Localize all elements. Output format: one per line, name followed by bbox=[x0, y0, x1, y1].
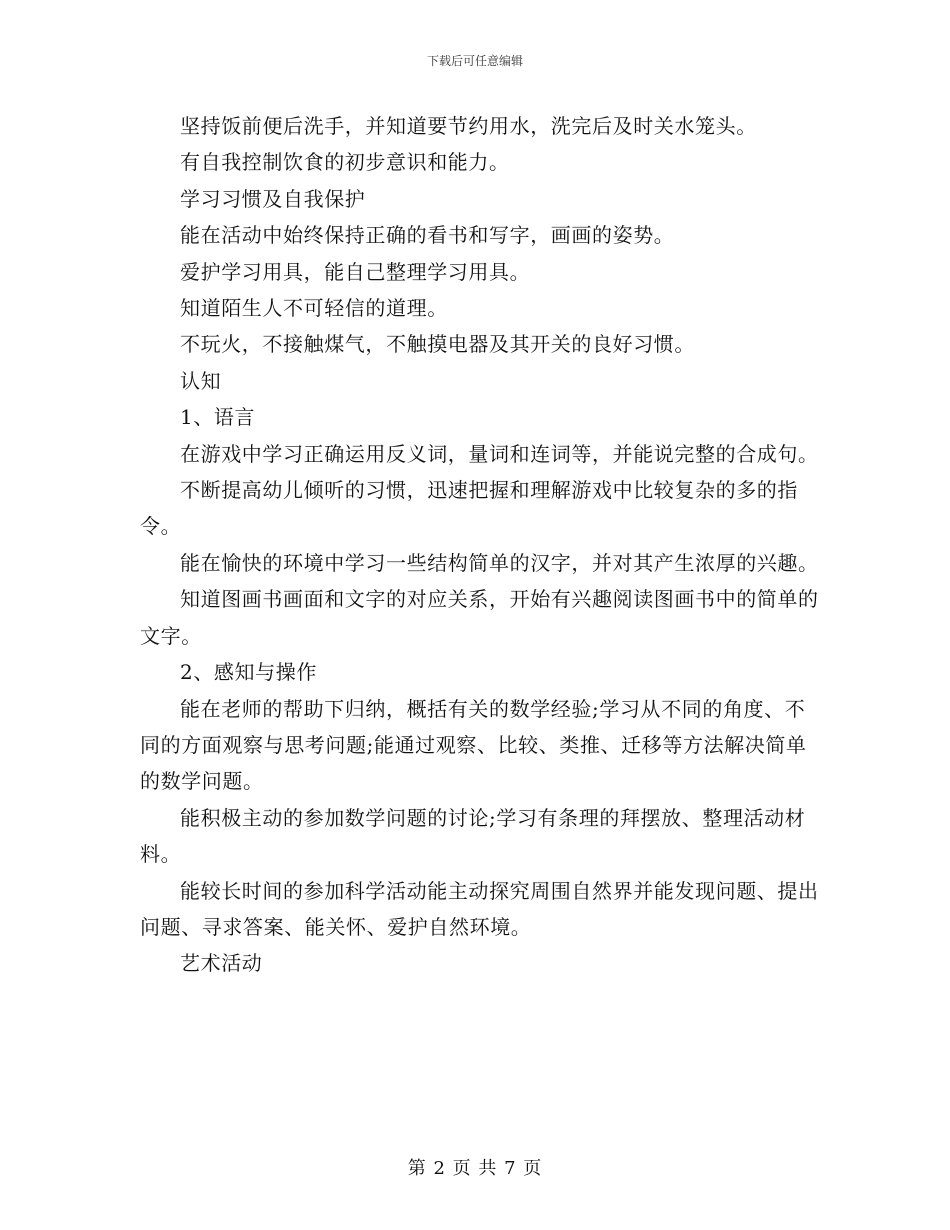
paragraph: 知道陌生人不可轻信的道理。 bbox=[180, 296, 448, 321]
paragraph: 有自我控制饮食的初步意识和能力。 bbox=[180, 150, 510, 175]
section-heading: 认知 bbox=[180, 368, 222, 393]
paragraph: 爱护学习用具，能自己整理学习用具。 bbox=[180, 259, 531, 284]
document-body bbox=[140, 108, 820, 982]
paragraph: 能积极主动的参加数学问题的讨论;学习有条理的拜摆放、整理活动材料。 bbox=[140, 805, 806, 867]
paragraph: 不玩火，不接触煤气，不触摸电器及其开关的良好习惯。 bbox=[180, 332, 695, 357]
paragraph: 坚持饭前便后洗手，并知道要节约用水，洗完后及时关水笼头。 bbox=[180, 114, 757, 138]
paragraph: 知道图画书画面和文字的对应关系，开始有兴趣阅读图画书中的简单的文字。 bbox=[140, 587, 819, 648]
paragraph: 能在愉快的环境中学习一些结构简单的汉字，并对其产生浓厚的兴趣。 bbox=[180, 550, 819, 575]
paragraph: 不断提高幼儿倾听的习惯，迅速把握和理解游戏中比较复杂的多的指令。 bbox=[140, 478, 798, 539]
subsection-heading: 2、感知与操作 bbox=[180, 660, 317, 685]
paragraph: 能较长时间的参加科学活动能主动探究周围自然界并能发现问题、提出问题、寻求答案、能关怀、爱护自然环境。 bbox=[140, 878, 819, 939]
paragraph: 在游戏中学习正确运用反义词，量词和连词等，并能说完整的合成句。 bbox=[180, 441, 819, 466]
page-header: 下载后可任意编辑 bbox=[426, 54, 523, 68]
page-number: 第 2 页 共 7 页 bbox=[407, 1158, 543, 1179]
paragraph: 能在老师的帮助下归纳，概括有关的数学经验;学习从不同的角度、不同的方面观察与思考问题;能通过观察、比较、类推、迁移等方法解决简单的数学问题。 bbox=[140, 696, 807, 794]
subsection-heading: 1、语言 bbox=[180, 405, 256, 430]
section-heading: 艺术活动 bbox=[180, 951, 263, 976]
section-heading: 学习习惯及自我保护 bbox=[180, 186, 366, 211]
paragraph: 能在活动中始终保持正确的看书和写字，画画的姿势。 bbox=[180, 223, 675, 248]
